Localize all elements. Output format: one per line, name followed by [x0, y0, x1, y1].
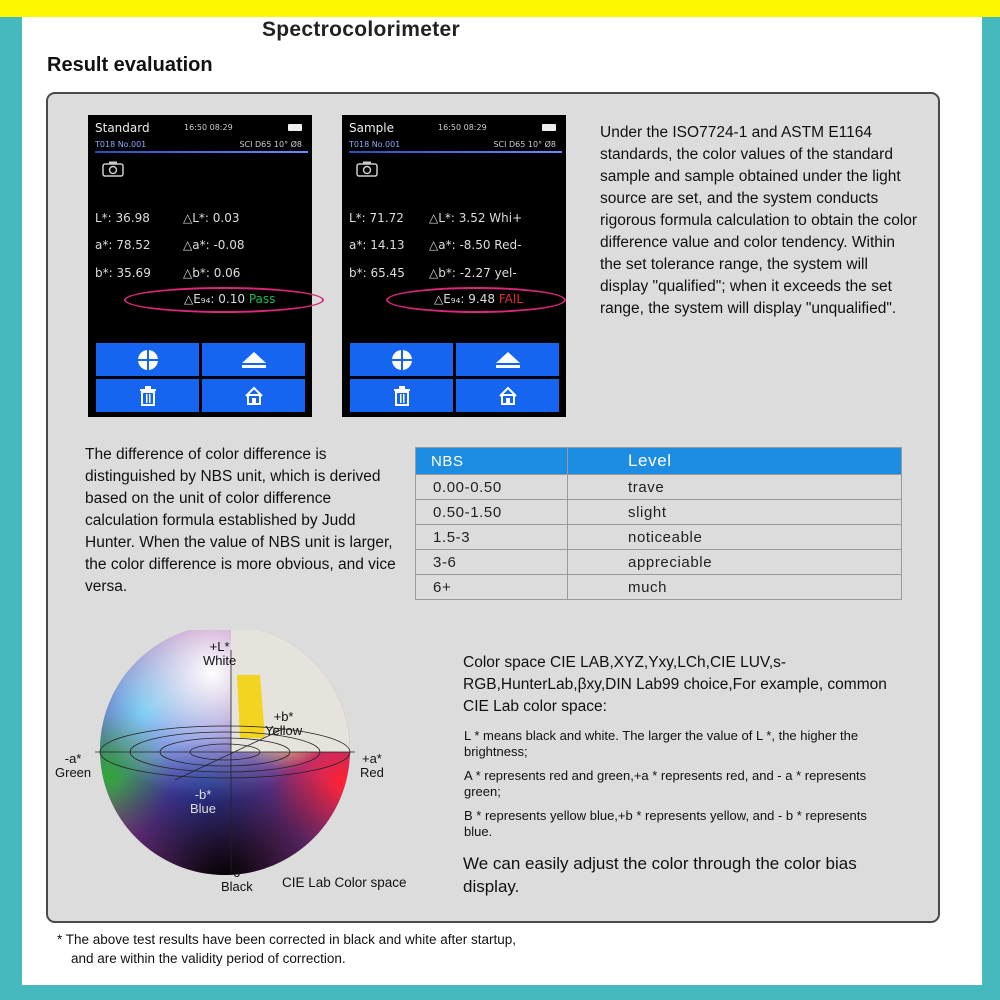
b-value: b*: 65.45: [349, 266, 405, 280]
nbs-cell: 3-6: [416, 550, 568, 575]
screen-title: Sample: [349, 121, 394, 135]
eject-icon: [495, 350, 521, 370]
black-label: Black: [221, 879, 253, 894]
green-label: Green: [55, 765, 92, 780]
crosshair-icon: [390, 348, 414, 372]
yellow-axis-sign: +b*: [273, 709, 294, 724]
nbs-description: The difference of color difference is distinguished by NBS unit, which is derived based on the unit of color difference calculation formula established by Judd Hunter. When the value of NBS unit is larger, the color difference is more obvious, and vice versa.: [85, 446, 396, 595]
a-value: a*: 14.13: [349, 238, 405, 252]
lab-row-l: [95, 211, 240, 225]
eject-button[interactable]: [202, 343, 305, 376]
screen-time: 16:50 08:29: [438, 123, 487, 132]
delta-b-value: △b*: -2.27 yel-: [429, 266, 517, 280]
section-title: Result evaluation: [47, 54, 213, 76]
cie-lab-sphere: [55, 630, 455, 900]
a-explanation: A * represents red and green,+a * represents red, and - a * represents green;: [464, 768, 867, 799]
footnote: [57, 930, 516, 968]
standards-description: Under the ISO7724-1 and ASTM E1164 standards, the color values of the standard sample and sample obtained under the light source are set, and the system conducts rigorous formula calculation to obtain the color difference value and color tendency. Within the set tolerance range, the system will display "qualified"; when it exceeds the set range, the system will display "unqualified".: [600, 124, 918, 317]
nbs-cell: 1.5-3: [416, 525, 568, 550]
table-row: [416, 500, 902, 525]
header-title: Spectrocolorimeter: [262, 18, 460, 41]
blue-axis-sign: -b*: [194, 787, 212, 802]
delta-a-value: △a*: -0.08: [183, 238, 245, 252]
battery-icon: [542, 124, 556, 131]
table-row: [416, 575, 902, 600]
l-value: L*: 36.98: [95, 211, 150, 225]
delta-e-value: △E₉₄: 0.10: [184, 292, 246, 306]
battery-icon: [288, 124, 302, 131]
lab-row-l: [349, 211, 523, 225]
delete-button[interactable]: [350, 379, 453, 412]
colorspace-description: Color space CIE LAB,XYZ,Yxy,LCh,CIE LUV,s-RGB,HunterLab,βxy,DIN Lab99 choice,For example, common CIE Lab color space:: [463, 654, 887, 715]
table-row: [416, 475, 902, 500]
delta-a-value: △a*: -8.50 Red-: [429, 238, 522, 252]
l-explanation: L * means black and white. The larger the value of L *, the higher the brightness;: [464, 728, 859, 759]
white-axis-label: [203, 640, 236, 668]
home-icon: [498, 386, 518, 406]
adjust-description: We can easily adjust the color through the color bias display.: [463, 854, 857, 896]
level-cell: much: [568, 575, 902, 600]
b-value: b*: 35.69: [95, 266, 151, 280]
screen-mode: SCI D65 10° Ø8: [493, 140, 556, 149]
green-axis-sign: -a*: [64, 751, 82, 766]
l-value: L*: 71.72: [349, 211, 404, 225]
red-label: Red: [360, 765, 384, 780]
standard-device-screen: [88, 115, 312, 417]
red-axis-label: [360, 752, 384, 780]
fail-status: FAIL: [498, 292, 524, 306]
measure-button[interactable]: [350, 343, 453, 376]
eject-icon: [241, 350, 267, 370]
screen-sub-left: T018 No.001: [95, 140, 147, 149]
b-explanation: B * represents yellow blue,+b * represents yellow, and - b * represents blue.: [464, 808, 867, 839]
nbs-cell: 0.50-1.50: [416, 500, 568, 525]
level-cell: slight: [568, 500, 902, 525]
nbs-level-table: [415, 447, 902, 600]
table-header-row: [416, 448, 902, 475]
footnote-line-1: * The above test results have been corrected in black and white after startup,: [57, 932, 517, 947]
level-cell: appreciable: [568, 550, 902, 575]
delete-button[interactable]: [96, 379, 199, 412]
nbs-cell: 0.00-0.50: [416, 475, 568, 500]
lab-row-a: [95, 238, 245, 252]
delta-e-row: [434, 292, 523, 306]
blue-label: Blue: [190, 801, 217, 816]
yellow-label: Yellow: [265, 723, 303, 738]
level-cell: trave: [568, 475, 902, 500]
camera-icon[interactable]: [356, 161, 378, 177]
screen-title: Standard: [95, 121, 150, 135]
white-label: White: [203, 653, 237, 668]
blue-axis-label: [190, 788, 216, 816]
screen-mode: SCI D65 10° Ø8: [239, 140, 302, 149]
screen-divider: [95, 151, 308, 153]
lab-row-a: [349, 238, 522, 252]
table-row: [416, 525, 902, 550]
screen-time: 16:50 08:29: [184, 123, 233, 132]
camera-icon[interactable]: [102, 161, 124, 177]
nbs-column-header: NBS: [416, 448, 568, 475]
a-value: a*: 78.52: [95, 238, 151, 252]
top-banner-bar: [0, 0, 1000, 17]
screen-divider: [349, 151, 562, 153]
lab-row-b: [349, 266, 517, 280]
delta-l-value: △L*: 3.52 Whi+: [429, 211, 523, 225]
eject-button[interactable]: [456, 343, 559, 376]
nbs-cell: 6+: [416, 575, 568, 600]
color-sphere-graphic: [55, 630, 455, 900]
crosshair-icon: [136, 348, 160, 372]
green-axis-label: [55, 752, 91, 780]
level-column-header: Level: [568, 448, 902, 475]
delta-l-value: △L*: 0.03: [183, 211, 240, 225]
delta-b-value: △b*: 0.06: [183, 266, 241, 280]
home-icon: [244, 386, 264, 406]
delta-e-value: △E₉₄: 9.48: [434, 292, 496, 306]
home-button[interactable]: [202, 379, 305, 412]
screen-sub-left: T018 No.001: [349, 140, 401, 149]
footnote-line-2: and are within the validity period of correction.: [71, 951, 346, 966]
white-axis-sign: +L*: [209, 639, 230, 654]
lab-row-b: [95, 266, 241, 280]
black-axis-sign: 0: [233, 865, 241, 880]
black-axis-label: [221, 866, 253, 894]
home-button[interactable]: [456, 379, 559, 412]
yellow-axis-label: [265, 710, 302, 738]
delta-e-row: [184, 292, 275, 306]
table-row: [416, 550, 902, 575]
red-axis-sign: +a*: [361, 751, 382, 766]
trash-icon: [393, 386, 411, 406]
trash-icon: [139, 386, 157, 406]
sample-device-screen: [342, 115, 566, 417]
sphere-caption: CIE Lab Color space: [282, 875, 407, 890]
measure-button[interactable]: [96, 343, 199, 376]
pass-status: Pass: [248, 292, 276, 306]
level-cell: noticeable: [568, 525, 902, 550]
